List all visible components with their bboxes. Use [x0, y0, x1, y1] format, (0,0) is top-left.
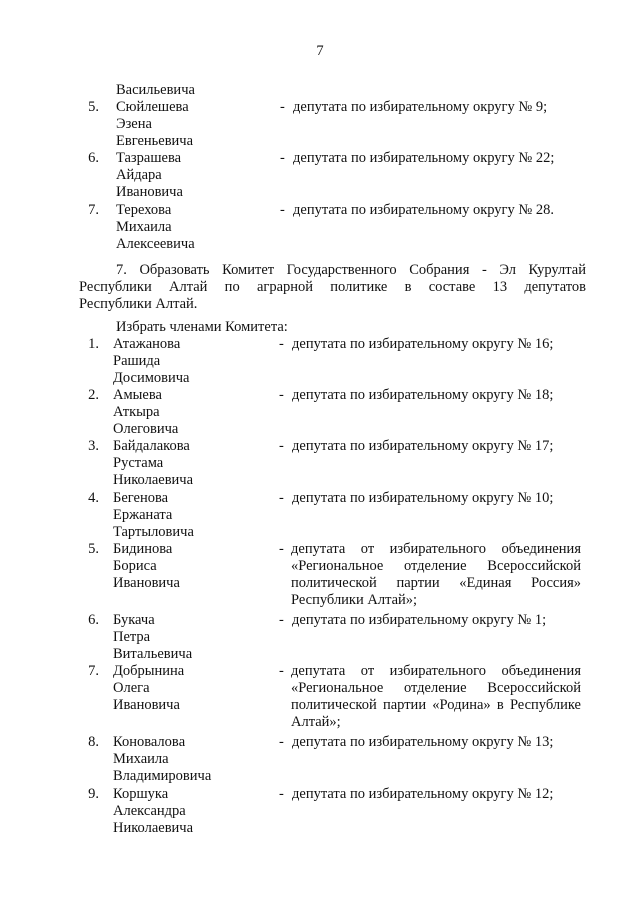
surname: Добрынина	[113, 663, 185, 679]
surname: Бидинова	[113, 541, 173, 557]
patronymic: Алексеевича	[116, 236, 195, 252]
first-name: Михаила	[113, 751, 169, 767]
item-number: 7.	[88, 202, 99, 218]
item-number: 6.	[88, 612, 99, 628]
district-description: депутата по избирательному округу № 12;	[292, 786, 554, 802]
first-name: Рустама	[113, 455, 164, 471]
patronymic: Николаевича	[113, 472, 194, 488]
first-name: Ержаната	[113, 507, 173, 523]
paragraph-line: Республики Алтай по аграрной политике в составе 13 депутатов	[79, 279, 586, 295]
dash-separator: -	[279, 541, 284, 557]
item-number: 5.	[88, 99, 99, 115]
first-name: Эзена	[116, 116, 152, 132]
dash-separator: -	[279, 490, 284, 506]
first-name: Михаила	[116, 219, 172, 235]
description-line: «Региональное отделение Всероссийской	[291, 558, 581, 574]
dash-separator: -	[280, 202, 285, 218]
district-description: депутата по избирательному округу № 22;	[293, 150, 555, 166]
description-line: Республики Алтай»;	[291, 592, 418, 608]
dash-separator: -	[279, 663, 284, 679]
dash-separator: -	[279, 336, 284, 352]
item-number: 2.	[88, 387, 99, 403]
district-description: депутата по избирательному округу № 10;	[292, 490, 554, 506]
surname: Сюйлешева	[116, 99, 189, 115]
item-number: 7.	[88, 663, 99, 679]
surname: Букача	[113, 612, 155, 628]
dash-separator: -	[280, 150, 285, 166]
dash-separator: -	[279, 387, 284, 403]
patronymic: Ивановича	[113, 575, 180, 591]
member-name	[116, 150, 183, 201]
party-description	[291, 663, 581, 731]
patronymic: Евгеньевича	[116, 133, 194, 149]
name-continuation: Васильевича	[116, 82, 195, 98]
dash-separator: -	[279, 734, 284, 750]
first-name: Рашида	[113, 353, 161, 369]
item-number: 4.	[88, 490, 99, 506]
district-description: депутата по избирательному округу № 9;	[293, 99, 548, 115]
page-number: 7	[316, 43, 324, 59]
item-number: 9.	[88, 786, 99, 802]
description-line: депутата от избирательного объединения	[291, 541, 581, 557]
item-number: 6.	[88, 150, 99, 166]
dash-separator: -	[279, 438, 284, 454]
patronymic: Владимировича	[113, 768, 212, 784]
first-name: Александра	[113, 803, 186, 819]
district-description: депутата по избирательному округу № 17;	[292, 438, 554, 454]
first-name: Олега	[113, 680, 150, 696]
item-number: 8.	[88, 734, 99, 750]
member-name	[113, 663, 184, 714]
district-description: депутата по избирательному округу № 18;	[292, 387, 554, 403]
surname: Амыева	[113, 387, 162, 403]
description-line: Алтай»;	[291, 714, 341, 730]
patronymic: Ивановича	[116, 184, 183, 200]
first-name: Бориса	[113, 558, 157, 574]
item-number: 1.	[88, 336, 99, 352]
committee-paragraph	[79, 262, 586, 313]
district-description: депутата по избирательному округу № 13;	[292, 734, 554, 750]
member-name	[113, 786, 193, 837]
member-name	[113, 541, 180, 592]
patronymic: Досимовича	[113, 370, 190, 386]
district-description: депутата по избирательному округу № 16;	[292, 336, 554, 352]
patronymic: Николаевича	[113, 820, 194, 836]
party-description	[291, 541, 581, 609]
paragraph-line: Республики Алтай.	[79, 296, 198, 312]
elect-heading: Избрать членами Комитета:	[116, 319, 288, 335]
description-line: «Региональное отделение Всероссийской	[291, 680, 581, 696]
member-name	[113, 438, 193, 489]
surname: Коршука	[113, 786, 169, 802]
surname: Бегенова	[113, 490, 169, 506]
surname: Байдалакова	[113, 438, 190, 454]
first-name: Айдара	[116, 167, 162, 183]
surname: Коноваловa	[113, 734, 186, 750]
member-name	[113, 734, 211, 785]
member-name	[116, 99, 193, 150]
dash-separator: -	[280, 99, 285, 115]
district-description: депутата по избирательному округу № 28.	[293, 202, 554, 218]
first-name: Петра	[113, 629, 151, 645]
member-name	[113, 612, 192, 663]
dash-separator: -	[279, 786, 284, 802]
item-number: 3.	[88, 438, 99, 454]
patronymic: Ивановича	[113, 697, 180, 713]
surname: Терехова	[116, 202, 172, 218]
description-line: депутата от избирательного объединения	[291, 663, 581, 679]
member-name	[113, 387, 178, 438]
patronymic: Тартыловича	[113, 524, 194, 540]
description-line: политической партии «Единая Россия»	[291, 575, 581, 591]
surname: Атажанова	[113, 336, 181, 352]
first-name: Аткыра	[113, 404, 160, 420]
patronymic: Олеговича	[113, 421, 179, 437]
district-description: депутата по избирательному округу № 1;	[292, 612, 547, 628]
surname: Тазрашева	[116, 150, 182, 166]
member-name	[113, 336, 189, 387]
dash-separator: -	[279, 612, 284, 628]
description-line: политической партии «Родина» в Республике	[291, 697, 581, 713]
member-name	[116, 202, 195, 253]
item-number: 5.	[88, 541, 99, 557]
paragraph-line: 7. Образовать Комитет Государственного Собрания - Эл Курултай	[116, 262, 586, 278]
member-name	[113, 490, 194, 541]
patronymic: Витальевича	[113, 646, 193, 662]
